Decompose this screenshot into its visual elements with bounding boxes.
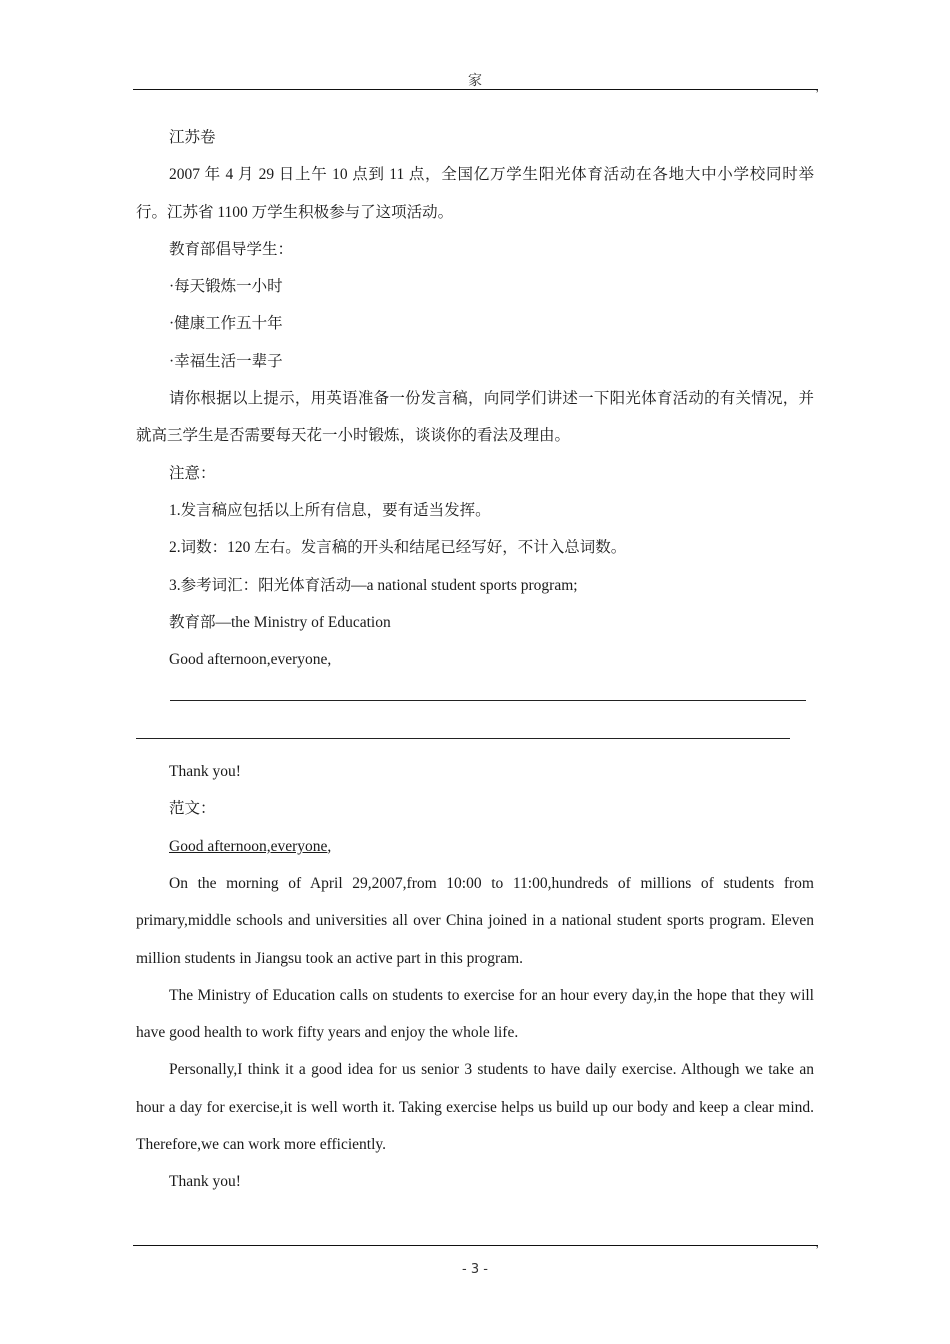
footer-rule [133,1245,818,1246]
bullet-item: ·健康工作五十年 [169,315,283,333]
answer-blank[interactable] [136,716,814,753]
page-header: 家 [468,73,482,89]
notes-title: 注意： [169,464,216,482]
note-item: 1.发言稿应包括以上所有信息，要有适当发挥。 [169,501,491,519]
model-greeting-text: Good afternoon,everyone [169,837,328,855]
answer-line [170,700,806,701]
essay-paragraph: On the morning of April 29,2007,from 10:00 to 11:00,hundreds of millions of students from primary,middle schools and universities all over China joined in a national student sports program. Eleven million students in Jiangsu took an active part in this program. [136,874,814,967]
header-rule-mark: , [816,83,819,94]
essay-paragraph: The Ministry of Education calls on students to exercise for an hour every day,in the hope that they will have good health to work fifty years and enjoy the whole life. [136,986,814,1042]
page-number: - 3 - [462,1262,488,1277]
model-closing: Thank you! [169,1173,241,1191]
header-rule [133,89,818,90]
note-item: 3.参考词汇：阳光体育活动—a national student sports program; [169,576,578,594]
bullet-item: ·幸福生活一辈子 [169,352,283,370]
model-essay-title: 范文： [169,800,216,818]
intro-paragraph: 2007 年 4 月 29 日上午 10 点到 11 点，全国亿万学生阳光体育活动在各地大中小学校同时举行。江苏省 1100 万学生积极参与了这项活动。 [136,166,814,221]
bullet-item: ·每天锻炼一小时 [169,278,283,296]
answer-line [136,738,790,739]
closing: Thank you! [169,763,241,781]
essay-paragraph: Personally,I think it a good idea for us senior 3 students to have daily exercise. Although we take an hour a day for exercise,it is well worth it. Taking exercise helps us build up our body and keep a clear mind. Therefore,we can work more efficiently. [136,1061,814,1154]
section-title: 江苏卷 [169,129,216,146]
greeting: Good afternoon,everyone, [169,651,332,669]
note-item: 2.词数：120 左右。发言稿的开头和结尾已经写好，不计入总词数。 [169,539,627,557]
answer-blank[interactable] [136,678,814,715]
task-paragraph: 请你根据以上提示，用英语准备一份发言稿，向同学们讲述一下阳光体育活动的有关情况，并就高三学生是否需要每天花一小时锻炼，谈谈你的看法及理由。 [136,390,814,445]
vocab-extra: 教育部—the Ministry of Education [169,613,391,631]
footer-rule-mark: , [816,1239,819,1250]
ministry-lead: 教育部倡导学生： [169,240,294,258]
document-body [136,119,814,1201]
model-greeting-comma: , [327,837,332,855]
model-greeting [136,828,814,865]
